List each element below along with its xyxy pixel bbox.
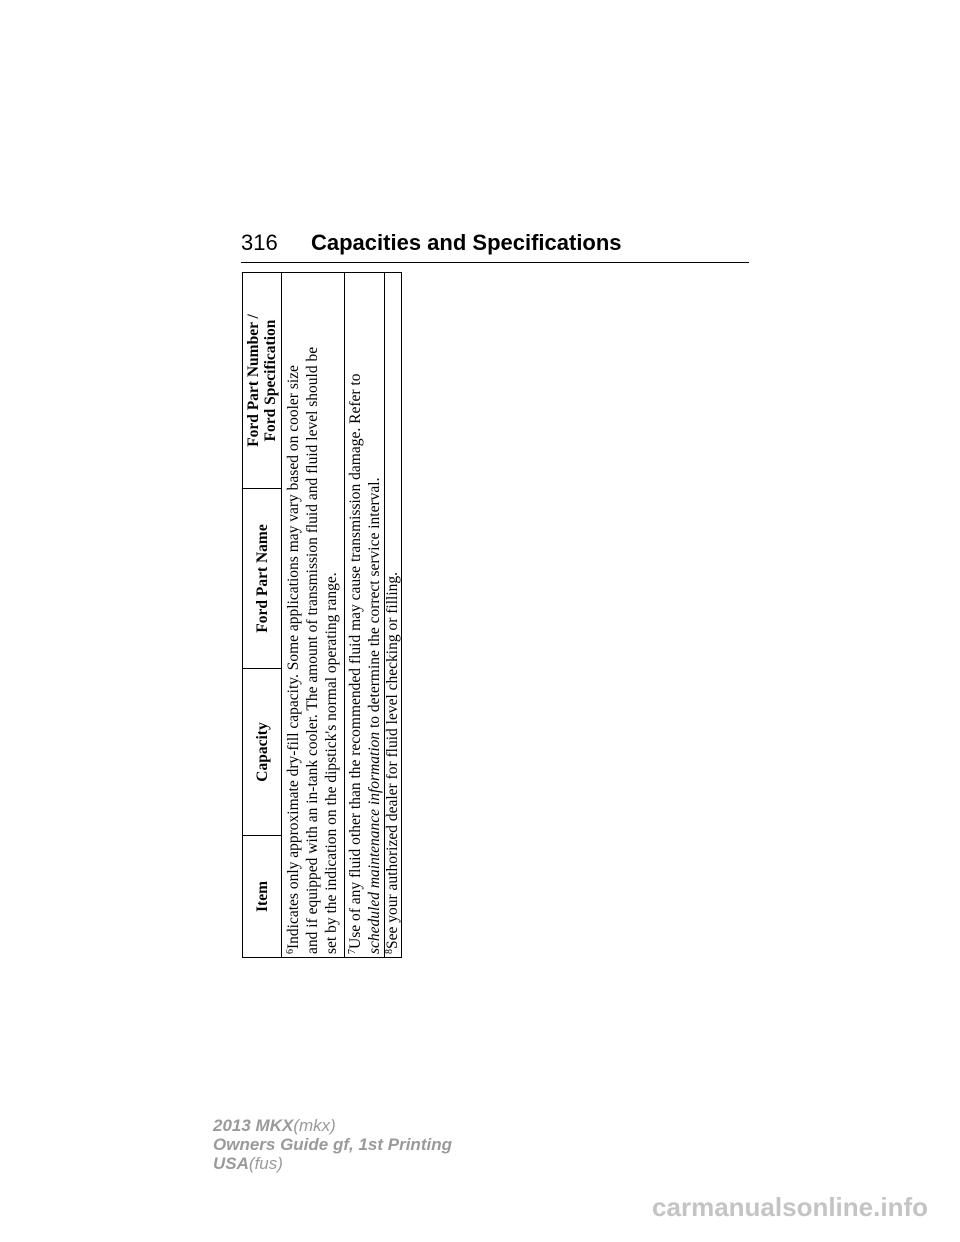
footer-printing: Owners Guide gf, 1st Printing (213, 1135, 452, 1154)
footer-market-code: (fus) (248, 1154, 283, 1173)
table-header-row (243, 273, 282, 957)
specifications-table-frame (242, 272, 402, 958)
column-header-part-name: Ford Part Name (243, 488, 281, 668)
footnote-6 (282, 273, 345, 957)
footnote-8-marker: 8 (384, 949, 395, 954)
footer-market: USA (213, 1154, 249, 1173)
print-footer (213, 1116, 452, 1173)
section-title: Capacities and Specifications (311, 230, 622, 255)
column-header-part-number-line1: Ford Part Number / (245, 314, 262, 447)
scheduled-maintenance-reference: scheduled maintenance information (366, 731, 383, 954)
footnote-7-marker: 7 (347, 949, 358, 954)
footnote-8-line1: See your authorized dealer for fluid level checking or filling. (384, 571, 401, 949)
footnote-6-marker: 6 (285, 949, 296, 954)
page-number: 316 (241, 230, 278, 255)
footnote-6-line2: and if equipped with an in-tank cooler. The amount of transmission fluid and fluid level should be (304, 346, 321, 954)
footnote-6-line1: Indicates only approximate dry-fill capacity. Some applications may vary based on cooler size (285, 365, 302, 949)
column-header-capacity: Capacity (243, 668, 281, 835)
footnote-6-line3: set by the indication on the dipstick's normal operating range. (323, 572, 340, 954)
footer-model: 2013 MKX (213, 1116, 294, 1135)
footnote-7-line2: to determine the correct service interval. (366, 477, 383, 732)
header-divider (241, 262, 749, 263)
specifications-table (242, 272, 402, 958)
column-header-item: Item (243, 835, 281, 957)
column-header-part-number-line2: Ford Specification (262, 319, 279, 442)
footnote-7-line1: Use of any fluid other than the recommended fluid may cause transmission damage. Refer to (347, 373, 364, 949)
footnote-8 (385, 273, 401, 957)
column-header-part-number (243, 273, 281, 488)
footer-model-code: (mkx) (293, 1116, 336, 1135)
footnote-7 (345, 273, 385, 957)
watermark-logo: carmanualsonline.info (652, 1192, 928, 1222)
